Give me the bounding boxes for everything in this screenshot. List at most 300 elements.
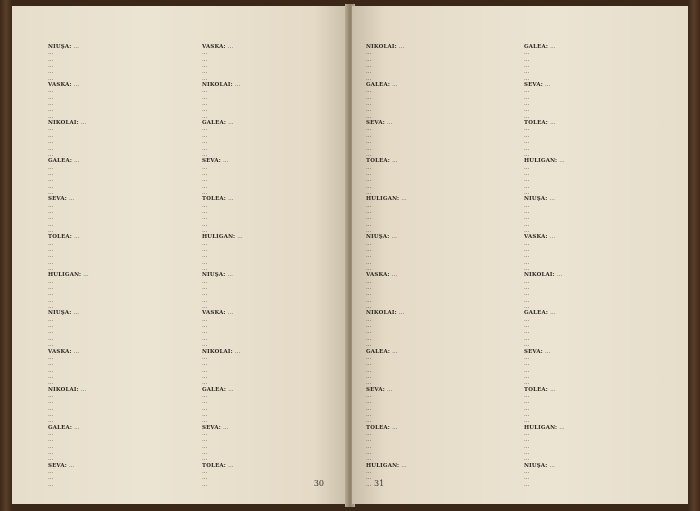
dialogue-text: …	[228, 386, 234, 393]
dialogue-text: …	[48, 101, 54, 108]
dialogue-text: …	[550, 44, 556, 50]
speaker-name: SEVA:	[202, 424, 224, 431]
dialogue-text: …	[48, 475, 54, 482]
speaker-name: SEVA:	[48, 196, 70, 203]
dialogue-text: …	[202, 177, 208, 184]
dialogue-text: …	[524, 354, 530, 361]
dialogue-text: …	[48, 405, 54, 412]
dialogue-text: …	[366, 399, 372, 406]
dialogue-text: …	[202, 405, 208, 412]
dialogue-text: …	[48, 392, 54, 399]
dialogue-text: …	[48, 399, 54, 406]
dialogue-text: …	[366, 354, 372, 361]
dialogue-text: …	[524, 208, 530, 215]
speaker-name: HULIGAN:	[202, 234, 238, 241]
dialogue-text: …	[48, 335, 54, 342]
dialogue-text: …	[524, 405, 530, 412]
dialogue-text: …	[366, 456, 372, 463]
dialogue-text: …	[202, 443, 208, 450]
page-number-right: 31	[374, 479, 385, 488]
dialogue-text: …	[524, 475, 530, 482]
dialogue-text: …	[524, 418, 530, 425]
dialogue-text: …	[366, 297, 372, 304]
dialogue-text: …	[48, 285, 54, 292]
dialogue-text: …	[202, 259, 208, 266]
dialogue-text: …	[524, 430, 530, 437]
dialogue-text: …	[366, 94, 372, 101]
dialogue-text: …	[366, 316, 372, 323]
speaker-name: NIKOLAI:	[524, 272, 557, 279]
dialogue-text: …	[366, 469, 372, 476]
dialogue-text: …	[524, 139, 530, 146]
dialogue-text: …	[202, 266, 208, 273]
dialogue-text: …	[48, 304, 54, 311]
dialogue-text: …	[48, 183, 54, 190]
speaker-name: HULIGAN:	[48, 272, 84, 279]
speaker-name: GALEA:	[202, 386, 229, 393]
dialogue-text: …	[48, 342, 54, 349]
dialogue-text: …	[202, 215, 208, 222]
dialogue-text: …	[366, 164, 372, 171]
dialogue-text: …	[366, 145, 372, 152]
dialogue-text: …	[366, 475, 372, 482]
speaker-name: NIKOLAI:	[366, 310, 399, 317]
dialogue-text: …	[48, 170, 54, 177]
dialogue-text: …	[366, 183, 372, 190]
dialogue-text: …	[366, 75, 372, 82]
speaker-name: TOLEA:	[202, 462, 229, 469]
dialogue-text: …	[48, 208, 54, 215]
dialogue-text: …	[202, 170, 208, 177]
right-page	[352, 6, 688, 504]
dialogue-text: …	[202, 278, 208, 285]
dialogue-text: …	[202, 221, 208, 228]
dialogue-text: …	[48, 367, 54, 374]
dialogue-text: …	[48, 329, 54, 336]
dialogue-text: …	[202, 399, 208, 406]
speaker-name: SEVA:	[524, 82, 546, 89]
dialogue-text: …	[202, 164, 208, 171]
left-page	[12, 6, 348, 504]
dialogue-text: …	[48, 411, 54, 418]
dialogue-text: …	[524, 253, 530, 260]
dialogue-text: …	[524, 329, 530, 336]
dialogue-text: …	[524, 291, 530, 298]
dialogue-text: …	[524, 215, 530, 222]
dialogue-text: …	[524, 450, 530, 456]
dialogue-text: …	[202, 75, 208, 82]
dialogue-text: …	[223, 158, 229, 165]
speaker-name: VASKA:	[48, 348, 74, 355]
dialogue-text: …	[48, 177, 54, 184]
dialogue-text: …	[48, 278, 54, 285]
dialogue-text: …	[48, 139, 54, 146]
dialogue-text: …	[366, 202, 372, 209]
page-number-left: 30	[313, 479, 324, 488]
dialogue-text: …	[202, 139, 208, 146]
dialogue-text: …	[48, 481, 54, 488]
dialogue-text: …	[366, 208, 372, 215]
dialogue-text: …	[550, 310, 556, 317]
dialogue-text: …	[202, 469, 208, 476]
speaker-name: NIUŞA:	[366, 234, 392, 241]
dialogue-text: …	[228, 196, 234, 203]
dialogue-text: …	[202, 323, 208, 330]
dialogue-text: …	[202, 56, 208, 63]
dialogue-text: …	[202, 430, 208, 437]
dialogue-text: …	[202, 107, 208, 114]
dialogue-text: …	[48, 240, 54, 247]
dialogue-text: …	[366, 443, 372, 450]
dialogue-text: …	[524, 373, 530, 380]
dialogue-text: …	[69, 462, 75, 469]
dialogue-text: …	[48, 259, 54, 266]
dialogue-text: …	[202, 69, 208, 76]
dialogue-text: …	[366, 63, 372, 70]
dialogue-text: …	[202, 475, 208, 482]
dialogue-text: …	[524, 101, 530, 108]
dialogue-text: …	[398, 44, 405, 50]
dialogue-text: …	[366, 418, 372, 425]
dialogue-text: …	[366, 361, 372, 368]
dialogue-text: …	[524, 132, 530, 139]
dialogue-text: …	[524, 247, 530, 253]
dialogue-text: …	[366, 151, 372, 158]
dialogue-text: …	[48, 94, 54, 101]
dialogue-text: …	[48, 456, 54, 463]
dialogue-text: …	[524, 126, 530, 133]
dialogue-text: …	[69, 196, 75, 203]
dialogue-text: …	[398, 310, 405, 317]
text-line	[48, 482, 188, 488]
dialogue-text: …	[524, 88, 530, 95]
dialogue-text: …	[73, 44, 79, 50]
dialogue-text: …	[524, 335, 530, 342]
dialogue-text: …	[366, 247, 372, 253]
dialogue-text: …	[202, 316, 208, 323]
dialogue-text: …	[366, 101, 372, 108]
dialogue-text: …	[48, 151, 54, 158]
speaker-name: VASKA:	[366, 272, 392, 279]
dialogue-text: …	[524, 113, 530, 120]
dialogue-text: …	[202, 101, 208, 108]
dialogue-text: …	[202, 145, 208, 152]
dialogue-text: …	[48, 253, 54, 260]
dialogue-text: …	[524, 481, 530, 488]
speaker-name: GALEA:	[48, 158, 75, 165]
speaker-name: TOLEA:	[524, 120, 551, 127]
dialogue-text: …	[366, 342, 372, 349]
dialogue-text: …	[524, 107, 530, 114]
dialogue-text: …	[524, 56, 530, 63]
dialogue-text: …	[73, 348, 80, 355]
dialogue-text: …	[74, 158, 80, 165]
speaker-name: NIUŞA:	[48, 44, 74, 50]
speaker-name: NIKOLAI:	[48, 120, 81, 127]
dialogue-text: …	[524, 145, 530, 152]
dialogue-text: …	[366, 215, 372, 222]
speaker-name: HULIGAN:	[524, 158, 560, 165]
dialogue-text: …	[48, 69, 54, 76]
dialogue-text: …	[202, 367, 208, 374]
dialogue-text: …	[524, 266, 530, 273]
dialogue-text: …	[202, 183, 208, 190]
dialogue-text: …	[524, 399, 530, 406]
dialogue-text: …	[366, 113, 372, 120]
dialogue-text: …	[524, 278, 530, 285]
speaker-name: HULIGAN:	[366, 196, 402, 203]
dialogue-text: …	[237, 234, 243, 241]
speaker-name: VASKA:	[524, 234, 550, 241]
dialogue-text: …	[524, 342, 530, 349]
dialogue-text: …	[524, 456, 530, 463]
dialogue-text: …	[48, 418, 54, 425]
dialogue-text: …	[202, 437, 208, 444]
dialogue-text: …	[524, 221, 530, 228]
dialogue-text: …	[228, 120, 234, 127]
dialogue-text: …	[202, 94, 208, 101]
dialogue-text: …	[48, 291, 54, 298]
dialogue-text: …	[48, 221, 54, 228]
dialogue-text: …	[524, 75, 530, 82]
dialogue-text: …	[48, 107, 54, 114]
dialogue-text: …	[234, 82, 241, 89]
speaker-name: GALEA:	[524, 310, 551, 317]
dialogue-text: …	[202, 456, 208, 463]
dialogue-text: …	[202, 481, 208, 488]
dialogue-text: …	[524, 63, 530, 70]
dialogue-text: …	[559, 424, 565, 431]
dialogue-text: …	[366, 481, 372, 488]
dialogue-text: …	[524, 469, 530, 476]
dialogue-text: …	[80, 120, 87, 127]
dialogue-text: …	[48, 316, 54, 323]
dialogue-text: …	[202, 380, 208, 387]
dialogue-text: …	[549, 462, 555, 469]
dialogue-text: …	[559, 158, 565, 165]
dialogue-text: …	[202, 113, 208, 120]
dialogue-text: …	[48, 88, 54, 95]
dialogue-text: …	[366, 285, 372, 292]
speaker-name: GALEA:	[524, 44, 551, 50]
dialogue-text: …	[366, 291, 372, 298]
dialogue-text: …	[366, 221, 372, 228]
dialogue-text: …	[202, 88, 208, 95]
dialogue-text: …	[202, 342, 208, 349]
dialogue-text: …	[48, 50, 54, 57]
dialogue-text: …	[202, 418, 208, 425]
dialogue-text: …	[48, 126, 54, 133]
dialogue-text: …	[550, 120, 556, 127]
dialogue-text: …	[391, 234, 397, 241]
text-line	[524, 482, 664, 488]
dialogue-text: …	[48, 361, 54, 368]
dialogue-text: …	[48, 266, 54, 273]
dialogue-text: …	[366, 88, 372, 95]
speaker-name: NIKOLAI:	[202, 348, 235, 355]
left-page-column-2	[202, 44, 342, 488]
dialogue-text: …	[202, 63, 208, 70]
dialogue-text: …	[366, 450, 372, 456]
dialogue-text: …	[392, 82, 398, 89]
dialogue-text: …	[366, 329, 372, 336]
dialogue-text: …	[48, 373, 54, 380]
dialogue-text: …	[366, 177, 372, 184]
dialogue-text: …	[227, 44, 234, 50]
dialogue-text: …	[48, 113, 54, 120]
dialogue-text: …	[549, 196, 555, 203]
dialogue-text: …	[401, 196, 407, 203]
dialogue-text: …	[366, 405, 372, 412]
speaker-name: NIUŞA:	[48, 310, 74, 317]
dialogue-text: …	[366, 430, 372, 437]
dialogue-text: …	[524, 177, 530, 184]
dialogue-text: …	[48, 75, 54, 82]
dialogue-text: …	[202, 208, 208, 215]
speaker-name: SEVA:	[202, 158, 224, 165]
dialogue-text: …	[524, 367, 530, 374]
dialogue-text: …	[202, 329, 208, 336]
speaker-name: SEVA:	[366, 386, 388, 393]
speaker-name: NIKOLAI:	[48, 386, 81, 393]
dialogue-text: …	[228, 462, 234, 469]
dialogue-text: …	[401, 462, 407, 469]
dialogue-text: …	[545, 348, 551, 355]
dialogue-text: …	[202, 151, 208, 158]
dialogue-text: …	[202, 202, 208, 209]
dialogue-text: …	[48, 443, 54, 450]
dialogue-text: …	[366, 373, 372, 380]
dialogue-text: …	[48, 247, 54, 253]
speaker-name: GALEA:	[366, 82, 393, 89]
dialogue-text: …	[202, 240, 208, 247]
dialogue-text: …	[202, 291, 208, 298]
right-page-column-2	[524, 44, 664, 488]
dialogue-text: …	[392, 158, 398, 165]
dialogue-text: …	[48, 380, 54, 387]
dialogue-text: …	[387, 386, 393, 393]
dialogue-text: …	[524, 297, 530, 304]
dialogue-text: …	[48, 63, 54, 70]
dialogue-text: …	[48, 202, 54, 209]
speaker-name: SEVA:	[48, 462, 70, 469]
dialogue-text: …	[524, 50, 530, 57]
dialogue-text: …	[227, 272, 233, 279]
dialogue-text: …	[524, 240, 530, 247]
speaker-name: GALEA:	[202, 120, 229, 127]
dialogue-text: …	[202, 304, 208, 311]
dialogue-text: …	[366, 253, 372, 260]
dialogue-text: …	[202, 227, 208, 234]
dialogue-text: …	[202, 411, 208, 418]
dialogue-text: …	[202, 253, 208, 260]
dialogue-text: …	[202, 132, 208, 139]
dialogue-text: …	[202, 247, 208, 253]
dialogue-text: …	[202, 285, 208, 292]
dialogue-text: …	[524, 304, 530, 311]
dialogue-text: …	[366, 132, 372, 139]
dialogue-text: …	[48, 189, 54, 196]
dialogue-text: …	[524, 183, 530, 190]
dialogue-text: …	[524, 227, 530, 234]
dialogue-text: …	[524, 361, 530, 368]
dialogue-text: …	[392, 348, 398, 355]
text-line	[366, 482, 506, 488]
speaker-name: NIUŞA:	[202, 272, 228, 279]
dialogue-text: …	[202, 50, 208, 57]
dialogue-text: …	[48, 450, 54, 456]
dialogue-text: …	[48, 354, 54, 361]
dialogue-text: …	[202, 335, 208, 342]
dialogue-text: …	[48, 145, 54, 152]
dialogue-text: …	[524, 285, 530, 292]
dialogue-text: …	[549, 234, 556, 241]
speaker-name: NIUŞA:	[524, 196, 550, 203]
speaker-name: VASKA:	[202, 310, 228, 317]
dialogue-text: …	[366, 189, 372, 196]
dialogue-text: …	[48, 227, 54, 234]
dialogue-text: …	[366, 126, 372, 133]
dialogue-text: …	[524, 202, 530, 209]
dialogue-text: …	[227, 310, 234, 317]
dialogue-text: …	[366, 437, 372, 444]
dialogue-text: …	[391, 272, 398, 279]
dialogue-text: …	[366, 380, 372, 387]
dialogue-text: …	[202, 297, 208, 304]
dialogue-text: …	[556, 272, 563, 279]
dialogue-text: …	[48, 132, 54, 139]
speaker-name: NIKOLAI:	[202, 82, 235, 89]
speaker-name: NIKOLAI:	[366, 44, 399, 50]
dialogue-text: …	[73, 310, 79, 317]
speaker-name: TOLEA:	[366, 158, 393, 165]
dialogue-text: …	[524, 170, 530, 177]
dialogue-text: …	[366, 259, 372, 266]
dialogue-text: …	[524, 443, 530, 450]
dialogue-text: …	[524, 323, 530, 330]
dialogue-text: …	[524, 189, 530, 196]
dialogue-text: …	[202, 354, 208, 361]
speaker-name: TOLEA:	[202, 196, 229, 203]
speaker-name: GALEA:	[366, 348, 393, 355]
dialogue-text: …	[545, 82, 551, 89]
dialogue-text: …	[524, 259, 530, 266]
dialogue-text: …	[366, 170, 372, 177]
speaker-name: SEVA:	[366, 120, 388, 127]
dialogue-text: …	[524, 69, 530, 76]
dialogue-text: …	[387, 120, 393, 127]
speaker-name: VASKA:	[202, 44, 228, 50]
dialogue-text: …	[524, 437, 530, 444]
dialogue-text: …	[366, 411, 372, 418]
dialogue-text: …	[366, 69, 372, 76]
dialogue-text: …	[74, 234, 80, 241]
dialogue-text: …	[74, 424, 80, 431]
speaker-name: SEVA:	[524, 348, 546, 355]
dialogue-text: …	[223, 424, 229, 431]
dialogue-text: …	[202, 189, 208, 196]
speaker-name: GALEA:	[48, 424, 75, 431]
dialogue-text: …	[392, 424, 398, 431]
dialogue-text: …	[366, 323, 372, 330]
dialogue-text: …	[202, 373, 208, 380]
dialogue-text: …	[83, 272, 89, 279]
dialogue-text: …	[366, 227, 372, 234]
dialogue-text: …	[524, 164, 530, 171]
speaker-name: HULIGAN:	[524, 424, 560, 431]
dialogue-text: …	[48, 437, 54, 444]
dialogue-text: …	[366, 240, 372, 247]
